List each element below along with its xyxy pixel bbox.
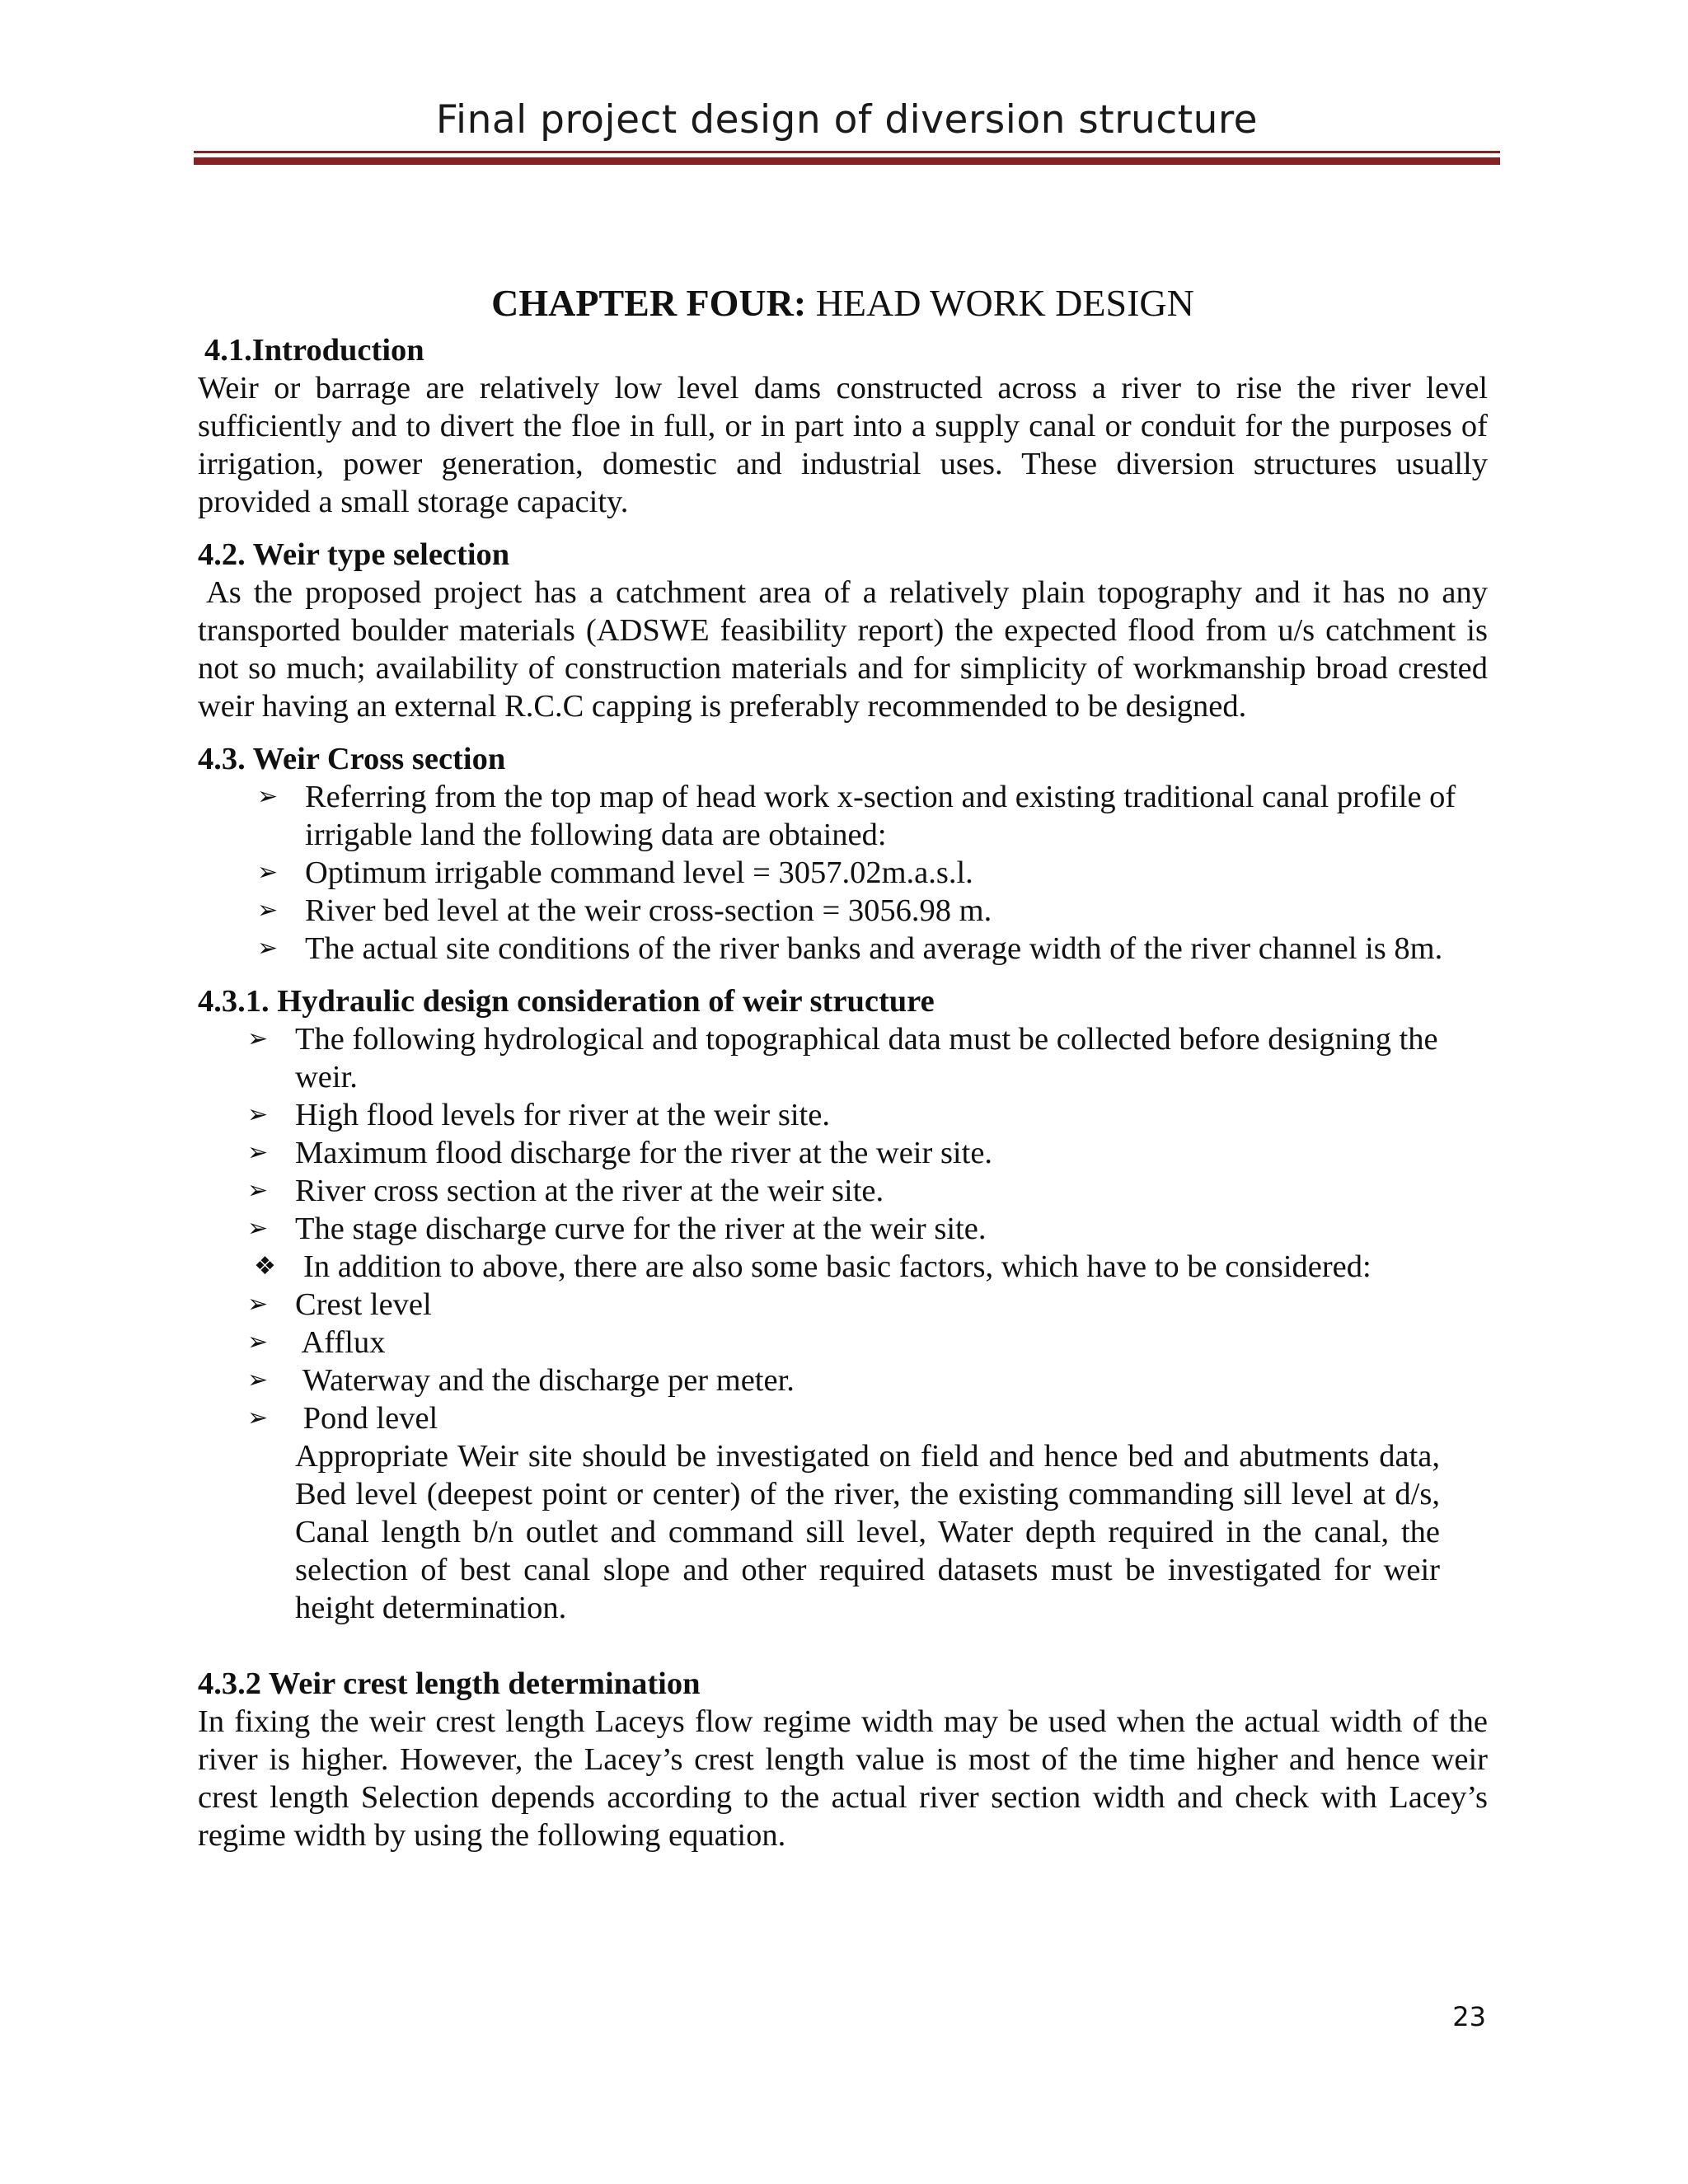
weir-type-paragraph: As the proposed project has a catchment area of a relatively plain topography and it has no any transported boulder materials (ADSWE feasibility report) the expected flood from u/s catchment is not so much; availability of construction materials and for simplicity of workmanship broad crested weir having an external R.C.C capping is preferably recommended to be designed. xyxy=(198,575,1488,724)
list-item: ➢ The stage discharge curve for the river at the weir site. xyxy=(247,1212,987,1246)
list-item: ➢ Optimum irrigable command level = 3057.02m.a.s.l. xyxy=(257,855,973,890)
list-item: ➢ The following hydrological and topographical data must be collected before designing the weir. xyxy=(247,1022,1438,1094)
introduction-paragraph: Weir or barrage are relatively low level dams constructed across a river to rise the river level sufficiently and to divert the floe in full, or in part into a supply canal or conduit for the purposes of irrigation, power generation, domestic and industrial uses. These diversion structures usually provided a small storage capacity. xyxy=(198,371,1488,519)
arrow-bullet-icon: ➢ xyxy=(257,782,279,811)
arrow-bullet-icon: ➢ xyxy=(247,1328,269,1357)
crest-length-paragraph: In fixing the weir crest length Laceys flow regime width may be used when the actual width of the river is higher. However, the Lacey’s crest length value is most of the time higher and hence weir crest length Selection depends according to the actual river section width and check with Lacey’s regime width by using the following equation. xyxy=(198,1704,1488,1853)
arrow-bullet-icon: ➢ xyxy=(247,1024,269,1053)
header-rule-thick xyxy=(194,157,1500,165)
list-item: ➢ Crest level xyxy=(247,1287,432,1322)
chapter-title xyxy=(198,280,1488,326)
running-header-title: Final project design of diversion structure xyxy=(435,97,1259,143)
arrow-bullet-icon: ➢ xyxy=(247,1404,269,1432)
arrow-bullet-icon: ➢ xyxy=(257,896,279,925)
cross-section-list xyxy=(198,778,1488,968)
hydraulic-data-list xyxy=(198,1020,1488,1437)
list-item: ➢ Waterway and the discharge per meter. xyxy=(247,1363,795,1398)
list-item: ➢ Referring from the top map of head work x-section and existing traditional canal profile of irrigable land the following data are obtained: xyxy=(257,780,1456,852)
page-content xyxy=(198,280,1488,1854)
arrow-bullet-icon: ➢ xyxy=(247,1100,269,1129)
section-heading-hydraulic-design: 4.3.1. Hydraulic design consideration of weir structure xyxy=(198,984,935,1019)
header-rule-thin xyxy=(194,151,1500,153)
arrow-bullet-icon: ➢ xyxy=(247,1366,269,1394)
list-item: ➢ River cross section at the river at the weir site. xyxy=(247,1174,884,1208)
list-item: ➢ High flood levels for river at the weir site. xyxy=(247,1098,830,1132)
chapter-title-rest: HEAD WORK DESIGN xyxy=(806,282,1194,324)
weir-site-paragraph: Appropriate Weir site should be investigated on field and hence bed and abutments data, Bed level (deepest point or center) of the river, the existing commanding sill level at d/s, Canal length b/n outlet and command sill level, Water depth required in the canal, the selection of best canal slope and other required datasets must be investigated for weir height determination. xyxy=(295,1439,1440,1625)
section-heading-weir-type: 4.2. Weir type selection xyxy=(198,537,510,572)
section-heading-cross-section: 4.3. Weir Cross section xyxy=(198,742,506,776)
list-item: ➢ Afflux xyxy=(247,1325,386,1360)
section-heading-introduction: 4.1.Introduction xyxy=(204,333,424,368)
arrow-bullet-icon: ➢ xyxy=(247,1214,269,1243)
arrow-bullet-icon: ➢ xyxy=(247,1138,269,1167)
page-number: 23 xyxy=(1452,2001,1486,2032)
list-item: ➢ The actual site conditions of the river banks and average width of the river channel is 8m. xyxy=(257,931,1443,966)
arrow-bullet-icon: ➢ xyxy=(257,858,279,887)
arrow-bullet-icon: ➢ xyxy=(247,1290,269,1319)
list-item: ➢ Maximum flood discharge for the river at the weir site. xyxy=(247,1136,993,1170)
list-item: ➢ Pond level xyxy=(247,1401,438,1436)
diamond-bullet-icon: ❖ xyxy=(254,1252,276,1281)
chapter-title-bold: CHAPTER FOUR: xyxy=(491,282,807,324)
list-item: ➢ River bed level at the weir cross-section = 3056.98 m. xyxy=(257,893,992,928)
list-item: ❖ In addition to above, there are also some basic factors, which have to be considered: xyxy=(254,1249,1372,1284)
arrow-bullet-icon: ➢ xyxy=(247,1176,269,1205)
arrow-bullet-icon: ➢ xyxy=(257,934,279,963)
section-heading-crest-length: 4.3.2 Weir crest length determination xyxy=(198,1666,701,1701)
